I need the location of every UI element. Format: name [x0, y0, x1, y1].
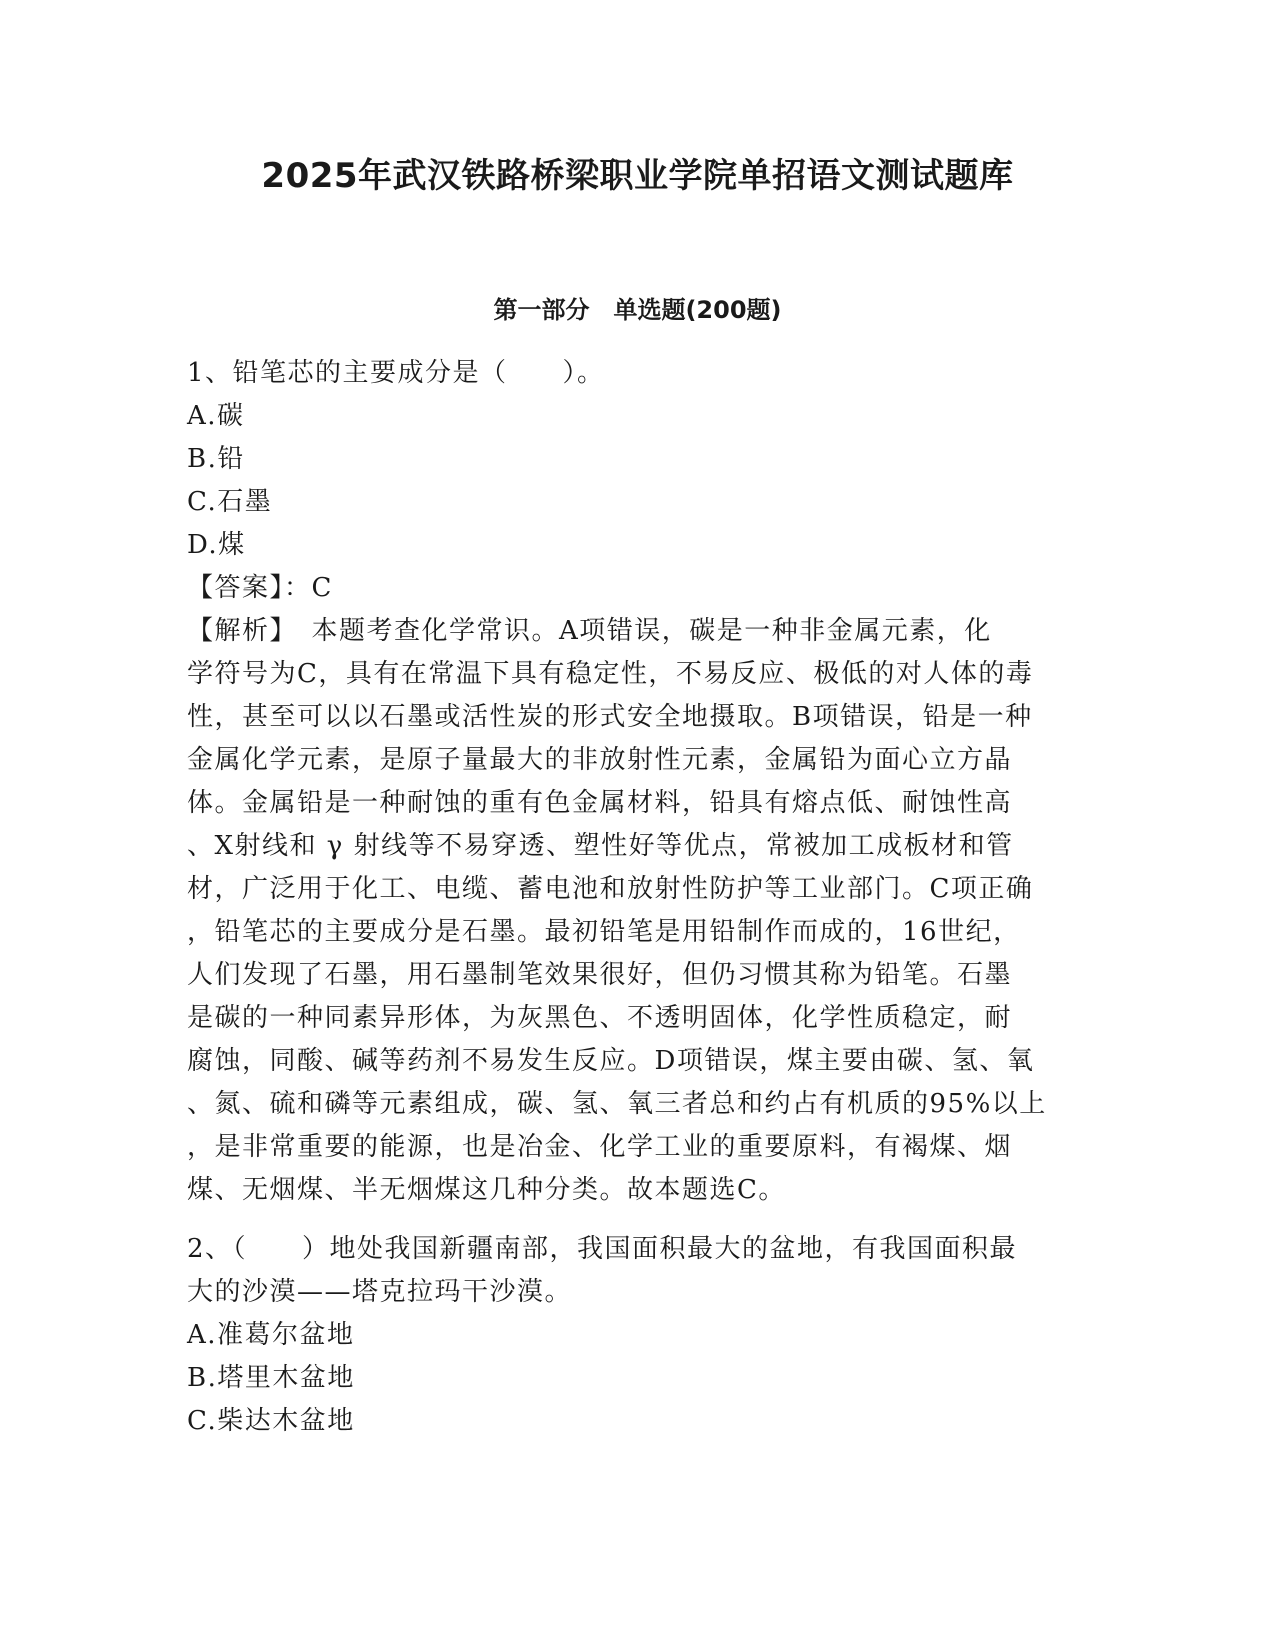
analysis-line: 材，广泛用于化工、电缆、蓄电池和放射性防护等工业部门。C项正确 — [187, 874, 1034, 904]
analysis-line: 、X射线和 γ 射线等不易穿透、塑性好等优点，常被加工成板材和管 — [187, 831, 1014, 861]
document-title: 2025年武汉铁路桥梁职业学院单招语文测试题库 — [261, 156, 1014, 196]
analysis-line: 【解析】 本题考查化学常识。A项错误，碳是一种非金属元素，化 — [187, 616, 992, 646]
question-stem: 1、铅笔芯的主要成分是（ ）。 — [187, 358, 605, 388]
option-b: B.塔里木盆地 — [187, 1363, 355, 1393]
analysis-line: 、氮、硫和磷等元素组成，碳、氢、氧三者总和约占有机质的95%以上 — [187, 1089, 1047, 1119]
option-b: B.铅 — [187, 444, 245, 474]
question-list — [187, 352, 1077, 1443]
option-a: A.准葛尔盆地 — [187, 1320, 355, 1350]
option-a: A.碳 — [187, 401, 245, 431]
option-d: D.煤 — [187, 530, 246, 560]
analysis-line: 体。金属铅是一种耐蚀的重有色金属材料，铅具有熔点低、耐蚀性高 — [187, 788, 1013, 818]
analysis-line: 是碳的一种同素异形体，为灰黑色、不透明固体，化学性质稳定，耐 — [187, 1003, 1013, 1033]
option-c: C.石墨 — [187, 487, 273, 517]
question-2 — [187, 1228, 1077, 1443]
answer: 【答案】：C — [187, 573, 333, 603]
section-title: 第一部分 单选题(200题) — [493, 296, 782, 324]
analysis-line: 性，甚至可以以石墨或活性炭的形式安全地摄取。B项错误，铅是一种 — [187, 702, 1033, 732]
question-stem-continued: 大的沙漠——塔克拉玛干沙漠。 — [187, 1277, 573, 1307]
analysis — [187, 610, 1077, 1212]
analysis-line: ，是非常重要的能源，也是冶金、化学工业的重要原料，有褐煤、烟 — [187, 1132, 1013, 1162]
analysis-line: 腐蚀，同酸、碱等药剂不易发生反应。D项错误，煤主要由碳、氢、氧 — [187, 1046, 1035, 1076]
question-1 — [187, 352, 1077, 1212]
analysis-line: 学符号为C，具有在常温下具有稳定性，不易反应、极低的对人体的毒 — [187, 659, 1034, 689]
analysis-line: ，铅笔芯的主要成分是石墨。最初铅笔是用铅制作而成的，16世纪， — [187, 917, 1021, 947]
question-stem: 2、（ ）地处我国新疆南部，我国面积最大的盆地，有我国面积最 — [187, 1234, 1018, 1264]
analysis-line: 金属化学元素，是原子量最大的非放射性元素，金属铅为面心立方晶 — [187, 745, 1013, 775]
analysis-line: 煤、无烟煤、半无烟煤这几种分类。故本题选C。 — [187, 1175, 786, 1205]
option-c: C.柴达木盆地 — [187, 1406, 355, 1436]
analysis-line: 人们发现了石墨，用石墨制笔效果很好，但仍习惯其称为铅笔。石墨 — [187, 960, 1013, 990]
